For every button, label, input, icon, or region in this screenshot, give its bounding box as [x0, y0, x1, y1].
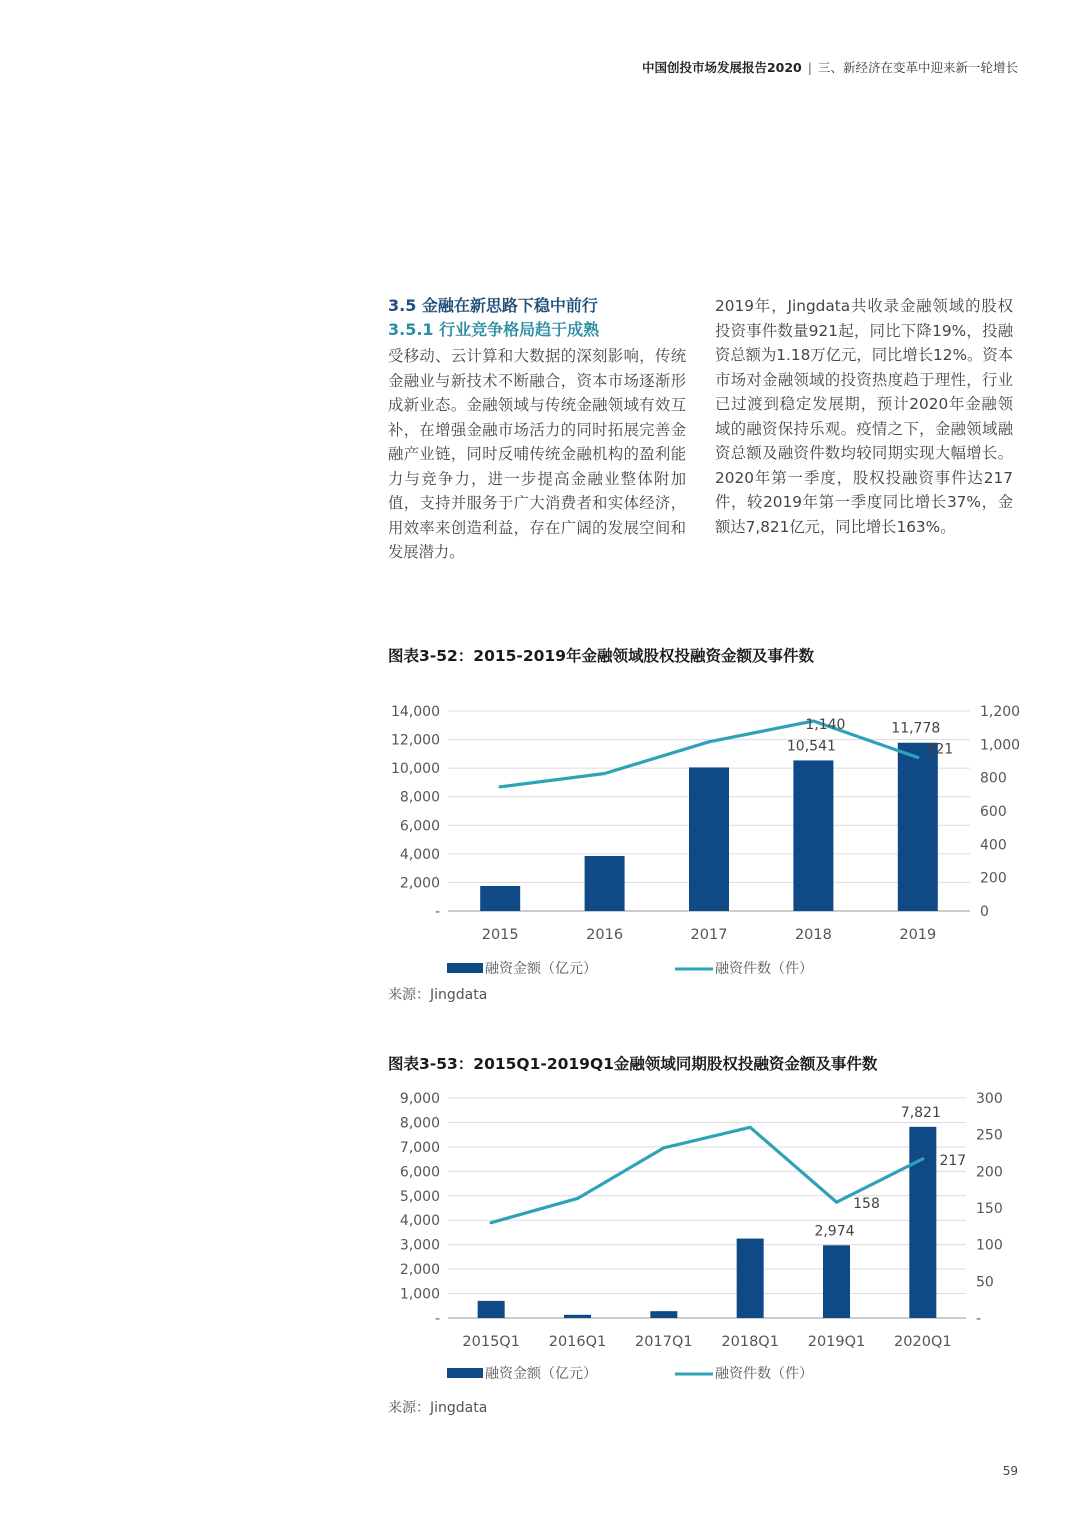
section-title: 三、新经济在变革中迎来新一轮增长	[817, 60, 1018, 75]
chart2-bar-label: 7,821	[900, 1104, 941, 1121]
chart1-legend-bar-label: 融资金额（亿元）	[485, 961, 597, 977]
chart1-y-right-tick: 400	[980, 837, 1007, 854]
chart2-line-point	[490, 1221, 493, 1224]
chart1-line-label: 921	[926, 741, 954, 758]
chart2-y-right-tick: 250	[976, 1127, 1003, 1144]
chart2-y-left-tick: 7,000	[399, 1139, 440, 1156]
chart1-source: 来源：Jingdata	[388, 987, 488, 1003]
chart2-line-label: 217	[939, 1152, 967, 1169]
chart2-x-tick: 2019Q1	[807, 1334, 866, 1350]
chart1-legend-line-label: 融资件数（件）	[715, 961, 813, 977]
chart2-bar	[650, 1311, 677, 1318]
chart1-bar	[689, 767, 729, 911]
chart2-title: 图表3-53：2015Q1-2019Q1金融领域同期股权投融资金额及事件数	[388, 1055, 878, 1073]
chart1-y-right-tick: 1,000	[980, 737, 1021, 754]
chart2-figure	[370, 1080, 1050, 1395]
chart1-line-point	[707, 740, 710, 743]
chart1-figure	[370, 690, 1050, 990]
chart1-x-tick: 2017	[690, 927, 728, 943]
chart2-y-right-tick: 150	[976, 1201, 1003, 1217]
chart1-y-right-tick: 600	[980, 804, 1007, 820]
chart2-y-left-tick: 6,000	[399, 1164, 440, 1181]
chart1-bar	[585, 856, 625, 911]
chart2-x-tick: 2015Q1	[462, 1334, 520, 1350]
report-title: 中国创投市场发展报告2020	[641, 60, 802, 75]
chart2-line-point	[576, 1197, 579, 1200]
chart2-line-point	[921, 1157, 924, 1160]
chart2-line-point	[835, 1201, 838, 1204]
chart1-y-right-tick: 200	[980, 870, 1007, 887]
header-separator: |	[807, 60, 812, 75]
chart2-source: 来源：Jingdata	[388, 1400, 488, 1416]
chart2-bar	[737, 1239, 764, 1318]
chart2-y-left-tick: 9,000	[399, 1091, 440, 1107]
chart1-y-left-tick: 8,000	[399, 789, 440, 806]
chart2-legend-line-label: 融资件数（件）	[715, 1366, 813, 1382]
chart2-line-point	[662, 1146, 665, 1149]
chart1-y-left-tick: 4,000	[399, 846, 440, 863]
chart1-bar	[898, 743, 938, 911]
chart2-legend-bar-swatch	[447, 1368, 483, 1378]
chart2-line-point	[749, 1126, 752, 1129]
chart1-y-left-tick: 10,000	[391, 761, 440, 778]
chart2-legend-bar-label: 融资金额（亿元）	[485, 1366, 597, 1382]
chart2-y-left-tick: 5,000	[399, 1188, 440, 1205]
chart2-y-right-tick: -	[976, 1311, 982, 1327]
chart2-y-left-tick: 3,000	[399, 1237, 440, 1254]
body-paragraph-right: 2019年，Jingdata共收录金融领域的股权投资事件数量921起，同比下降19%，投融资总额为1.18万亿元，同比增长12%。资本市场对金融领域的投资热度趋于理性，行业已过渡到稳定发展期，预计2020年金融领域的融资保持乐观。疫情之下，金融领域融资总额及融资件数均较同期实现大幅增长。2020年第一季度，股权投融资事件达217件，较2019年第一季度同比增长37%，金额达7,821亿元，同比增长163%。	[715, 297, 1013, 536]
chart2-x-tick: 2018Q1	[721, 1334, 779, 1350]
chart2-bar	[478, 1301, 505, 1318]
chart2-y-left-tick: 4,000	[399, 1213, 440, 1230]
chart1-y-left-tick: 6,000	[399, 818, 440, 835]
chart2-x-tick: 2017Q1	[635, 1334, 693, 1350]
chart1-x-tick: 2018	[794, 927, 832, 943]
chart2-y-right-tick: 50	[976, 1274, 994, 1291]
chart2-y-left-tick: -	[434, 1311, 440, 1327]
page-number: 59	[1002, 1464, 1018, 1478]
chart2-y-right-tick: 200	[976, 1164, 1003, 1181]
section-heading: 3.5 金融在新思路下稳中前行	[388, 296, 598, 315]
chart2-y-right-tick: 300	[976, 1091, 1003, 1107]
chart1-y-left-tick: 14,000	[391, 704, 440, 720]
chart2-x-tick: 2020Q1	[894, 1334, 952, 1350]
chart1-bar	[480, 886, 520, 911]
chart1-line-point	[603, 772, 606, 775]
chart1-y-left-tick: 2,000	[399, 875, 440, 892]
chart2-bar	[564, 1315, 591, 1318]
chart1-y-right-tick: 1,200	[980, 704, 1021, 720]
chart2-y-left-tick: 1,000	[399, 1286, 440, 1303]
chart1-line-point	[499, 785, 502, 788]
chart2-y-left-tick: 2,000	[399, 1262, 440, 1279]
chart2-x-tick: 2016Q1	[548, 1334, 607, 1350]
chart1-bar-label: 10,541	[786, 738, 836, 755]
chart2-line-label: 158	[853, 1196, 880, 1213]
chart1-line-point	[916, 756, 919, 759]
chart1-legend-bar-swatch	[447, 963, 483, 973]
chart1-y-right-tick: 0	[980, 904, 989, 920]
chart1-bar-label: 11,778	[891, 720, 941, 737]
right-column	[715, 294, 1013, 539]
chart2-y-left-tick: 8,000	[399, 1115, 440, 1132]
chart1-x-tick: 2019	[899, 927, 937, 943]
chart2-bar	[909, 1127, 936, 1318]
chart1-line-label: 1,140	[805, 717, 846, 733]
chart1-title: 图表3-52：2015-2019年金融领域股权投融资金额及事件数	[388, 647, 815, 665]
chart1-bar	[793, 760, 833, 911]
chart2-bar-label: 2,974	[814, 1223, 855, 1240]
chart2-y-right-tick: 100	[976, 1237, 1003, 1254]
chart1-y-left-tick: -	[434, 904, 440, 920]
subsection-heading: 3.5.1 行业竞争格局趋于成熟	[388, 320, 600, 339]
chart1-x-tick: 2015	[481, 927, 519, 943]
chart1-x-tick: 2016	[586, 927, 624, 943]
body-paragraph-left: 受移动、云计算和大数据的深刻影响，传统金融业与新技术不断融合，资本市场逐渐形成新业态。金融领域与传统金融领域有效互补，在增强金融市场活力的同时拓展完善金融产业链，同时反哺传统金融机构的盈利能力与竞争力，进一步提高金融业整体附加值，支持并服务于广大消费者和实体经济，用效率来创造利益，存在广阔的发展空间和发展潜力。	[388, 347, 686, 561]
left-column	[388, 294, 686, 565]
chart1-y-left-tick: 12,000	[391, 732, 440, 749]
chart1-y-right-tick: 800	[980, 770, 1007, 787]
running-header	[642, 58, 1018, 76]
chart2-bar	[823, 1245, 850, 1318]
